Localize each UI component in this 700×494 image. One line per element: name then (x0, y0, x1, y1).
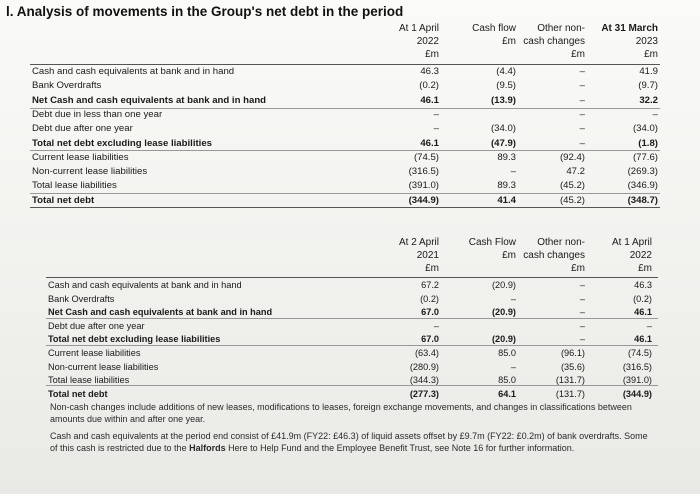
row-value-col3: (45.2) (559, 194, 585, 206)
row-value-col2: (13.9) (490, 94, 516, 106)
row-label: Total net debt (32, 194, 95, 206)
t1-header-col2: Cash flow £m (472, 23, 516, 47)
row-value-col1: 46.3 (420, 66, 439, 77)
row-value-col3: (131.7) (555, 375, 585, 386)
row-value-col1: (344.3) (409, 375, 439, 386)
row-value-col3: (92.4) (559, 151, 585, 163)
row-value-col4: (9.7) (638, 80, 658, 92)
row-label: Total net debt excluding lease liabilities (32, 137, 213, 149)
row-value-col4: (346.9) (627, 180, 658, 192)
row-value-col4: (391.0) (622, 375, 652, 386)
row-value-col3: (45.2) (559, 180, 585, 192)
row-value-col1: (63.4) (414, 348, 439, 358)
row-value-col3: – (579, 320, 585, 331)
row-value-col1: (391.0) (408, 180, 439, 192)
row-label: Non-current lease liabilities (32, 166, 148, 178)
row-value-col2: (34.0) (490, 123, 516, 135)
row-label: Total net debt (48, 388, 108, 399)
row-value-col2: 64.1 (498, 388, 516, 399)
brand-name: Halfords (189, 442, 226, 453)
row-value-col1: – (433, 123, 439, 135)
table-rule (30, 150, 660, 151)
row-label: Non-current lease liabilities (48, 361, 159, 372)
row-value-col1: (316.5) (408, 166, 439, 178)
row-value-col3: – (579, 66, 585, 77)
table-rule (30, 193, 660, 194)
row-label: Debt due in less than one year (32, 108, 163, 120)
table-rule (30, 108, 660, 109)
row-value-col3: – (579, 80, 585, 92)
table-rule (46, 318, 658, 319)
row-value-col4: – (652, 108, 658, 120)
row-label: Cash and cash equivalents at bank and in hand (48, 280, 242, 290)
row-value-col3: – (579, 293, 585, 304)
row-value-col2: 41.4 (497, 194, 516, 206)
row-label: Cash and cash equivalents at bank and in hand (32, 66, 235, 77)
row-label: Total net debt excluding lease liabilities (48, 334, 221, 345)
row-value-col3: (96.1) (560, 348, 585, 358)
row-value-col4: 41.9 (639, 66, 658, 77)
table-rule (30, 64, 660, 65)
row-value-col3: – (579, 334, 585, 345)
t2-header-col1: At 2 April 2021 £m (398, 237, 439, 274)
note-non-cash-changes: Non-cash changes include additions of new leases, modifications to leases, foreign exchange movements, and changes in classifications between amounts due within and after one year. (50, 402, 632, 424)
row-value-col4: (344.9) (622, 388, 652, 399)
row-value-col2: (20.9) (491, 280, 516, 290)
row-label: Current lease liabilities (32, 151, 129, 163)
row-value-col4: (77.6) (632, 151, 658, 163)
row-value-col4: 46.1 (634, 307, 652, 318)
row-value-col1: (0.2) (420, 293, 439, 304)
row-value-col4: (74.5) (627, 348, 652, 358)
row-value-col2: 89.3 (497, 180, 516, 192)
row-label: Total lease liabilities (32, 180, 117, 192)
row-value-col4: (0.2) (633, 293, 652, 304)
row-value-col3: (35.6) (560, 361, 585, 372)
row-value-col1: 67.0 (421, 334, 439, 345)
row-value-col2: – (510, 293, 516, 304)
row-value-col2: (47.9) (490, 137, 516, 149)
row-value-col1: (277.3) (409, 388, 439, 399)
row-label: Bank Overdrafts (48, 293, 115, 304)
row-value-col3: 47.2 (566, 166, 585, 178)
row-value-col3: – (579, 94, 585, 106)
section-title: l. Analysis of movements in the Group's net debt in the period (6, 4, 404, 19)
row-value-col1: – (433, 320, 439, 331)
t1-header-col4: At 31 March 2023 £m (601, 23, 658, 60)
row-value-col1: 46.1 (420, 137, 439, 149)
row-value-col2: (9.5) (496, 80, 516, 92)
row-value-col4: (316.5) (622, 361, 652, 372)
row-value-col1: – (433, 108, 439, 120)
row-value-col4: (269.3) (627, 166, 658, 178)
row-label: Debt due after one year (32, 123, 133, 135)
row-value-col2: 89.3 (497, 151, 516, 163)
row-value-col3: – (579, 123, 585, 135)
row-value-col3: – (579, 280, 585, 290)
row-value-col4: 46.1 (634, 334, 652, 345)
row-value-col1: (0.2) (419, 80, 439, 92)
t1-header-col3: Other non- cash changes £m (523, 23, 585, 60)
row-value-col3: – (579, 108, 585, 120)
row-value-col2: 85.0 (498, 348, 516, 358)
row-value-col3: – (579, 307, 585, 318)
row-label: Net Cash and cash equivalents at bank and in hand (48, 307, 273, 318)
row-value-col4: – (646, 320, 652, 331)
row-label: Debt due after one year (48, 320, 145, 331)
row-label: Current lease liabilities (48, 348, 141, 358)
row-value-col2: – (510, 361, 516, 372)
t1-header-col1: At 1 April 2022 £m (398, 23, 439, 60)
row-value-col2: – (510, 166, 516, 178)
row-value-col4: (34.0) (632, 123, 658, 135)
row-value-col2: (20.9) (491, 334, 516, 345)
row-value-col4: 32.2 (639, 94, 658, 106)
table-rule (46, 345, 658, 346)
row-value-col4: (1.8) (638, 137, 658, 149)
row-value-col3: – (579, 137, 585, 149)
row-value-col4: 46.3 (634, 280, 652, 290)
table-rule (46, 277, 658, 278)
row-value-col1: 67.0 (421, 307, 439, 318)
note-cash-equivalents: Cash and cash equivalents at the period end consist of £41.9m (FY22: £46.3) of liquid assets offset by £9.7m (FY22: £0.2m) of bank overdrafts. Some of this cash is restricted due to the Halfords Here to Help Fund and the Employee Benefit Trust, see Note 16 for further information. (50, 431, 648, 453)
table-rule (30, 207, 660, 208)
row-value-col2: (20.9) (491, 307, 516, 318)
row-value-col4: (348.7) (627, 194, 658, 206)
row-value-col1: 67.2 (421, 280, 439, 290)
row-label: Bank Overdrafts (32, 80, 102, 92)
row-value-col1: (344.9) (408, 194, 439, 206)
t2-header-col4: At 1 April 2022 £m (611, 237, 652, 274)
row-label: Total lease liabilities (48, 375, 130, 386)
table-rule (46, 385, 658, 386)
row-value-col1: 46.1 (420, 94, 439, 106)
row-label: Net Cash and cash equivalents at bank and in hand (32, 94, 267, 106)
row-value-col1: (280.9) (409, 361, 439, 372)
t2-header-col2: Cash Flow £m (468, 237, 516, 261)
row-value-col2: 85.0 (498, 375, 516, 386)
t2-header-col3: Other non- cash changes £m (523, 237, 585, 274)
row-value-col2: (4.4) (496, 66, 516, 77)
row-value-col3: (131.7) (555, 388, 585, 399)
row-value-col1: (74.5) (413, 151, 439, 163)
